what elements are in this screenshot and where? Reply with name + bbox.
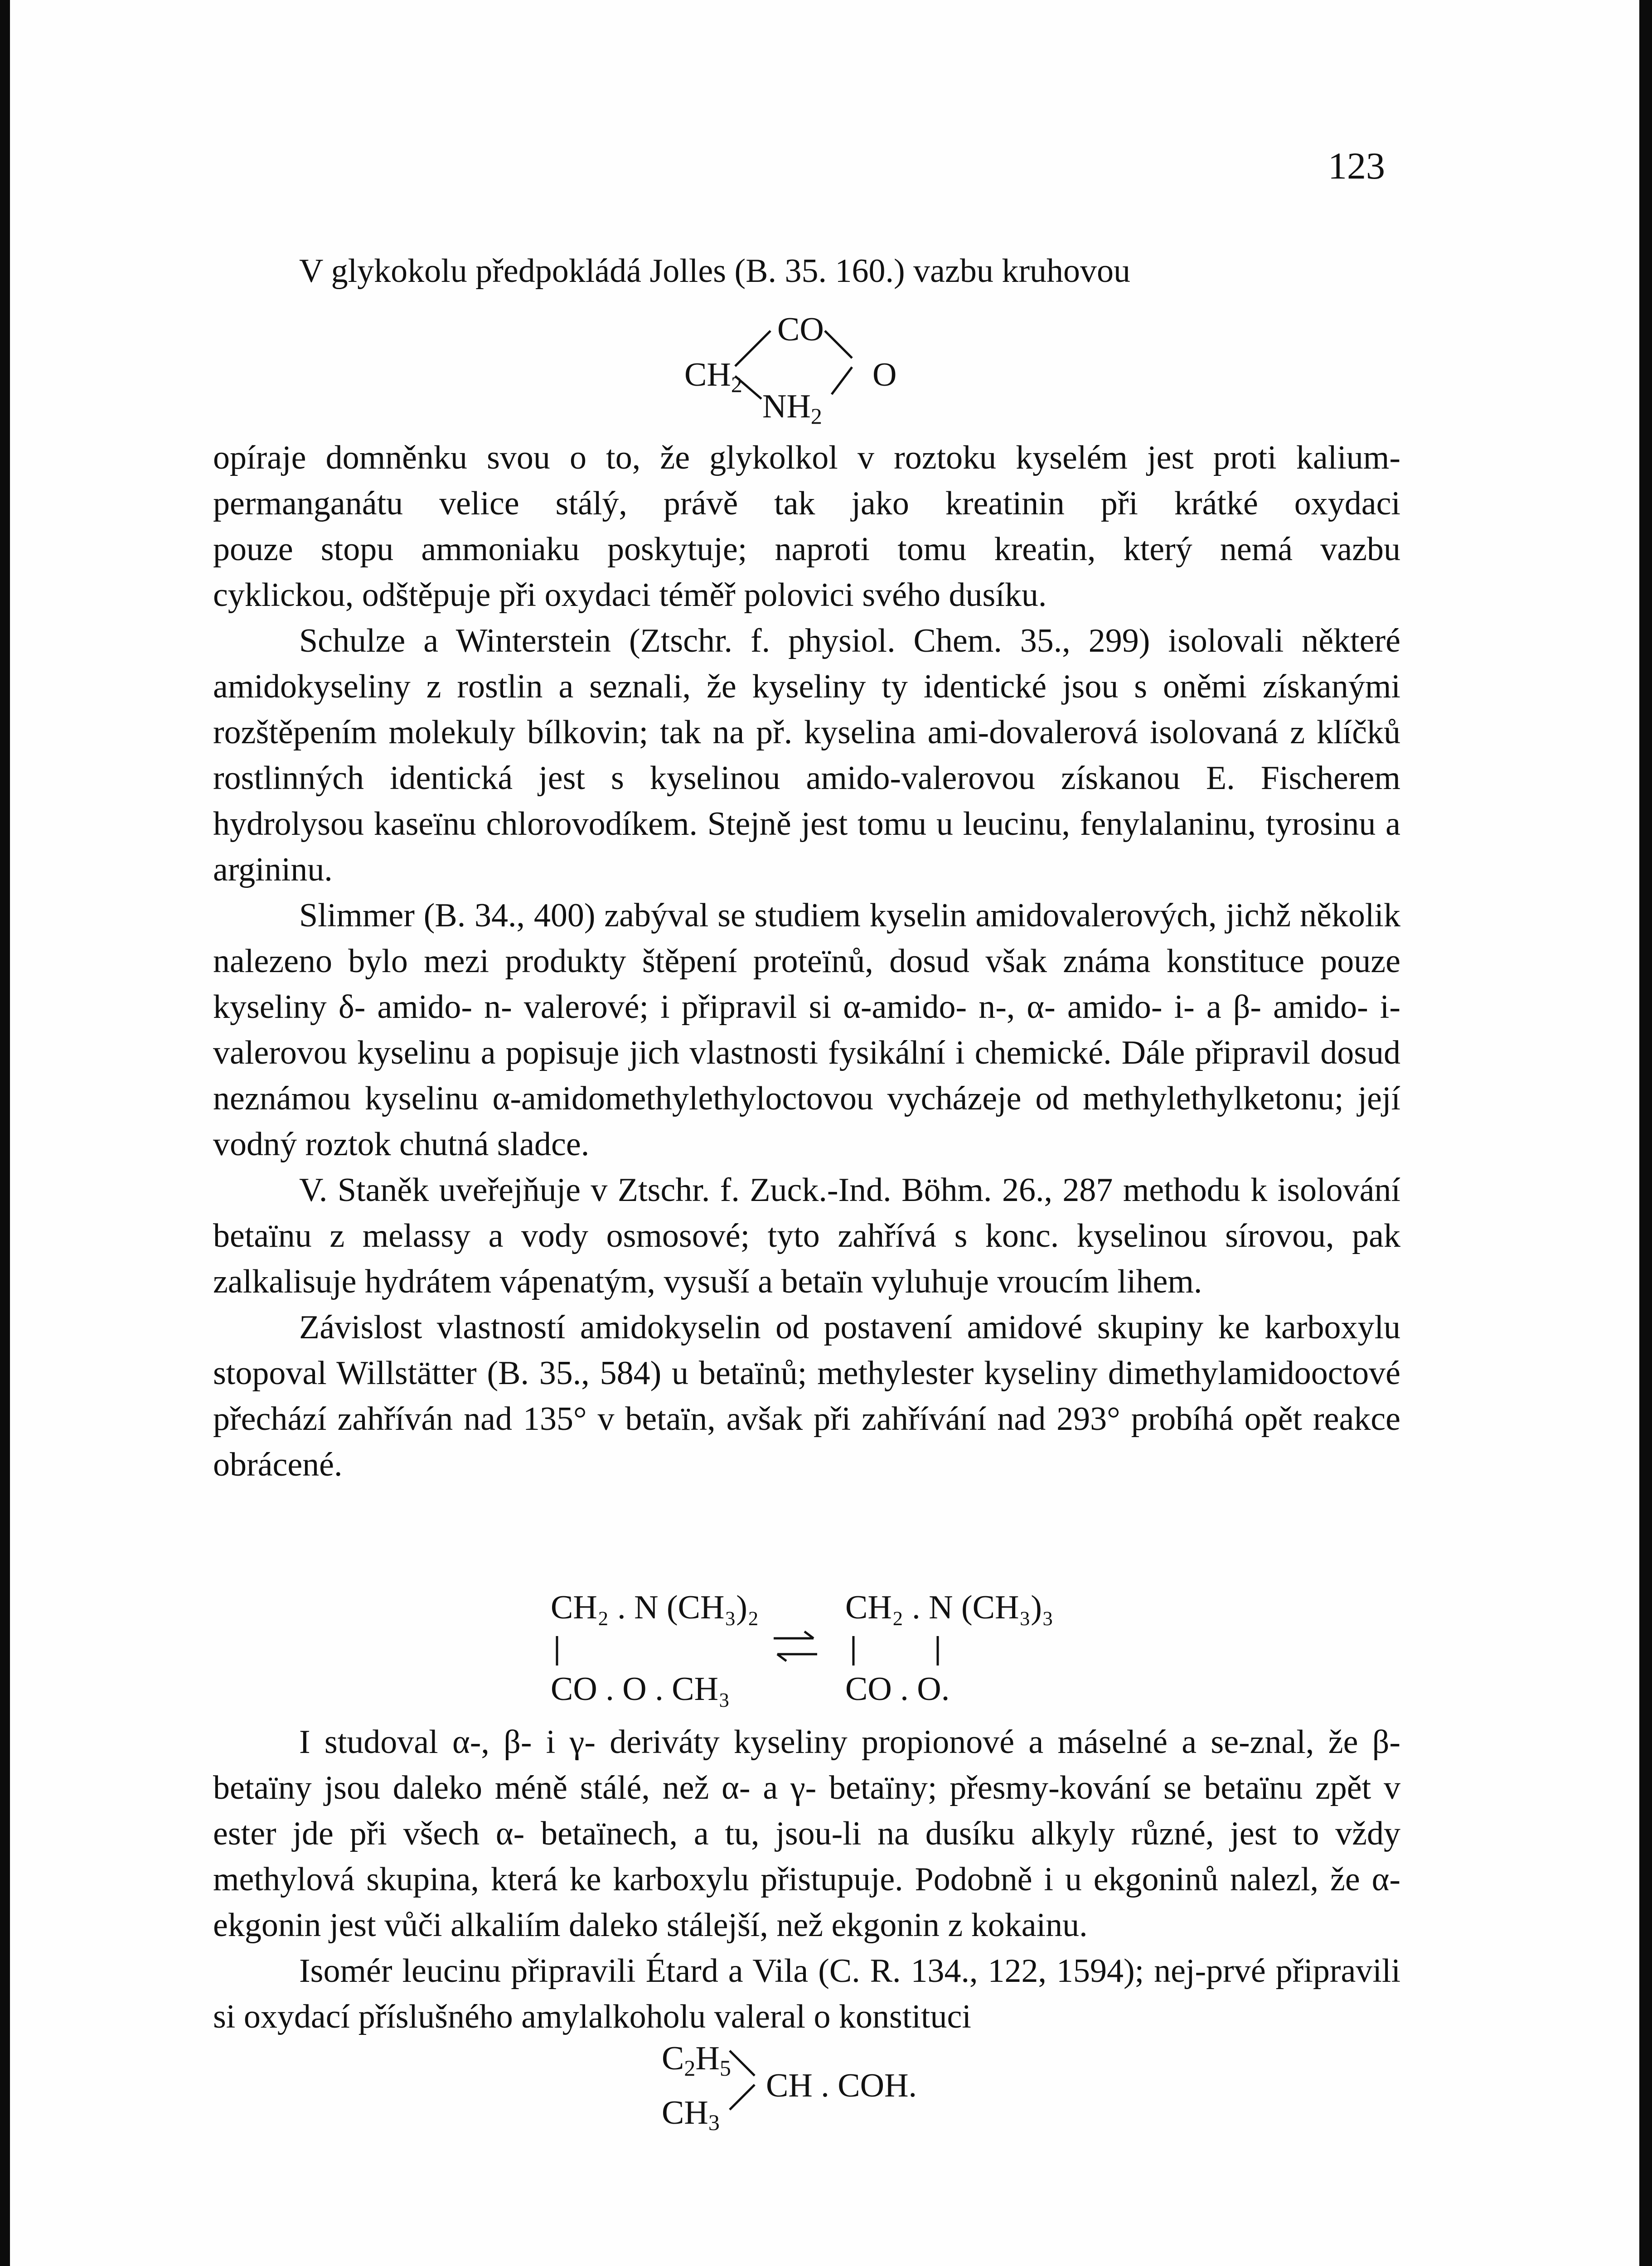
- formula2-left-bottom: CO . O . CH₃: [551, 1670, 730, 1708]
- intro-paragraph: [213, 248, 1400, 294]
- paragraph-2-line-4: cyklickou, odštěpuje při oxydaci téměř polovici svého dusíku.: [213, 576, 1047, 614]
- formula1-left: $CH_2$: [684, 356, 742, 397]
- paragraph-2-line-3: pouze stopu ammoniaku poskytuje; naproti tomu kreatin, který nemá vazbu: [213, 531, 1400, 568]
- paragraph-2-line-2: permanganátu velice stálý, právě tak jako kreatinin při krátké oxydaci: [213, 485, 1400, 522]
- formula3-top: $C_2H_5$: [662, 2040, 731, 2081]
- scan-border-right: [1639, 0, 1652, 2266]
- paragraph-schulze: Schulze a Winterstein (Ztschr. f. physiol. Chem. 35., 299) isolovali některé amidokyseliny z rostlin a seznali, že kyseliny ty identické jsou s oněmi získanými rozštěpením molekuly bílkovin; tak na př. kyselina ami-dovalerová isolovaná z klíčků rostlinných identická jest s kyselinou amido-valerovou získanou E. Fischerem hydrolysou kaseïnu chlorovodíkem. Stejně jest tomu u leucinu, fenylalaninu, tyrosinu a argininu.: [213, 622, 1400, 888]
- formula2-right-bottom: CO . O.: [845, 1670, 950, 1708]
- formula1-bottom: $NH_2$: [762, 388, 822, 429]
- page-number: 123: [1328, 145, 1385, 187]
- formula-glycocoll-ring: [639, 313, 911, 431]
- formula-betaine-equilibrium: [551, 1589, 1054, 1713]
- formula3-bonds: [662, 2042, 979, 2141]
- formula2-left-top: CH₂ . N (CH₃)₂: [551, 1589, 759, 1626]
- formula1-bonds: [639, 313, 911, 431]
- formula3-right: CH . COH.: [766, 2067, 917, 2104]
- formula2-right-top: CH₂ . N (CH₃)₃: [845, 1589, 1054, 1626]
- paragraph-slimmer: Slimmer (B. 34., 400) zabýval se studiem kyselin amidovalerových, jichž několik nalezeno bylo mezi produkty štěpení proteïnů, dosud však známa konstituce pouze kyseliny δ- amido- n- valerové; i připravil si α-amido- n-, α- amido- i- a β- amido- i- valerovou kyselinu a popisuje jich vlastnosti fysikální i chemické. Dále připravil dosud neznámou kyselinu α-amidomethylethyloctovou vycházeje od methylethylketonu; její vodný roztok chutná sladce.: [213, 897, 1400, 1163]
- paragraph-etard-vila: Isomér leucinu připravili Étard a Vila (C. R. 134., 122, 1594); nej-prvé připravili si oxydací příslušného amylalkoholu valeral o konstituci: [213, 1952, 1400, 2035]
- paragraph-homologues: I studoval α-, β- i γ- deriváty kyseliny propionové a máselné a se-znal, že β- betaïny jsou daleko méně stálé, než α- a γ- betaïny; přesmy-kování se betaïnu zpět v ester jde při všech α- betaïnech, a tu, jsou-li na dusíku alkyly různé, jest to vždy methylová skupina, která ke karboxylu přistupuje. Podobně i u ekgoninů nalezl, že α- ekgonin jest vůči alkaliím daleko stálejší, než ekgonin z kokainu.: [213, 1724, 1400, 1944]
- formula3-bottom: $CH_3$: [662, 2094, 720, 2135]
- paragraph-willstatter: Závislost vlastností amidokyselin od postavení amidové skupiny ke karboxylu stopoval Willstätter (B. 35., 584) u betaïnů; methylester kyseliny dimethylamidooctové přechází zahříván nad 135° v betaïn, avšak při zahřívání nad 293° probíhá opět reakce obrácené.: [213, 1309, 1400, 1483]
- formula1-top: CO: [777, 311, 824, 348]
- paragraph-1: V glykokolu předpokládá Jolles (B. 35. 160.) vazbu kruhovou: [299, 252, 1130, 290]
- paragraph-2-line-1: opíraje domněnku svou o to, že glykolkol v roztoku kyselém jest proti kalium-: [213, 439, 1400, 476]
- body-section-1: [213, 435, 1400, 1488]
- formula2-bonds-and-arrows: [551, 1591, 1049, 1713]
- formula1-right: O: [872, 356, 897, 393]
- body-section-2: [213, 1719, 1400, 2040]
- scan-border-left: [0, 0, 10, 2266]
- formula-valeral-structure: [662, 2042, 979, 2141]
- paragraph-stanek: V. Staněk uveřejňuje v Ztschr. f. Zuck.-Ind. Böhm. 26., 287 methodu k isolování betaïnu z melassy a vody osmosové; tyto zahřívá s konc. kyselinou sírovou, pak zalkalisuje hydrátem vápenatým, vysuší a betaïn vyluhuje vroucím lihem.: [213, 1172, 1400, 1300]
